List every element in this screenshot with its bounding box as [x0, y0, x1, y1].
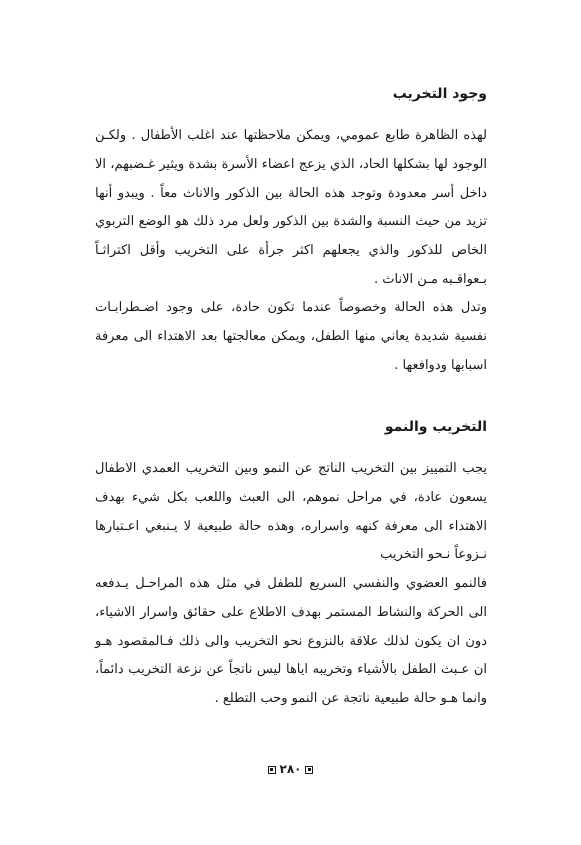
paragraph-vandalism-presence-1: لهذه الظاهرة طابع عمومي، ويمكن ملاحظتها عند اغلب الأطفال . ولكـن الوجود لها بشكلها الحاد، الذي يزعج اعضاء الأسرة بشدة ويثير غـضبهم، الا داخل أسر معدودة وتوجد هذه الحالة بين الذكور والاناث معاً . ويبدو أنها تزيد من حيث النسبة والشدة بين الذكور ولعل مرد ذلك هو الوضع التربوي الخاص للذكور والذي يجعلهم اكثر جرأة على التخريب وأقل اكتراثـاً بـعواقـبه مـن الاناث . — [95, 128, 487, 287]
paragraph-vandalism-growth-1: يجب التمييز بين التخريب الناتج عن النمو وبين التخريب العمدي الاطفال يسعون عادة، في مراحل نموهم، الى العبث واللعب بكل شيء بهدف الاهتداء الى معرفة كنهه واسراره، وهذه حالة طبيعية لا يـنبغي اعـتبارها نـزوعاً نـحو التخريب — [95, 461, 487, 563]
paragraph-vandalism-growth-2: فالنمو العضوي والنفسي السريع للطفل في مثل هذه المراحـل يـدفعه الى الحركة والنشاط المستمر بهدف الاطلاع على حقائق واسرار الاشياء، دون ان يكون لذلك علاقة بالنزوع نحو التخريب والى ذلك فـالمقصود هـو ان عـبث الطفل بالأشياء وتخريبه اياها ليس ناتجاً عن نزعة التخريب دائماً، وانما هـو حالة طبيعية ناتجة عن النمو وحب التطلع . — [95, 576, 487, 707]
section-heading-vandalism-presence: وجود التخريب — [392, 86, 487, 102]
paragraph-vandalism-presence-2: وتدل هذه الحالة وخصوصاً عندما تكون حادة، على وجود اضـطرابـات نفسية شديدة يعاني منها الطفل، ويمكن معالجتها بعد الاهتداء الى معرفة اسبابها ودوافعها . — [95, 300, 487, 373]
page-number: ٢٨٠ — [279, 762, 302, 776]
ornament-square-icon — [305, 766, 313, 774]
section-heading-vandalism-growth: التخريب والنمو — [384, 419, 487, 435]
page-footer — [0, 762, 581, 776]
ornament-square-icon — [268, 766, 276, 774]
